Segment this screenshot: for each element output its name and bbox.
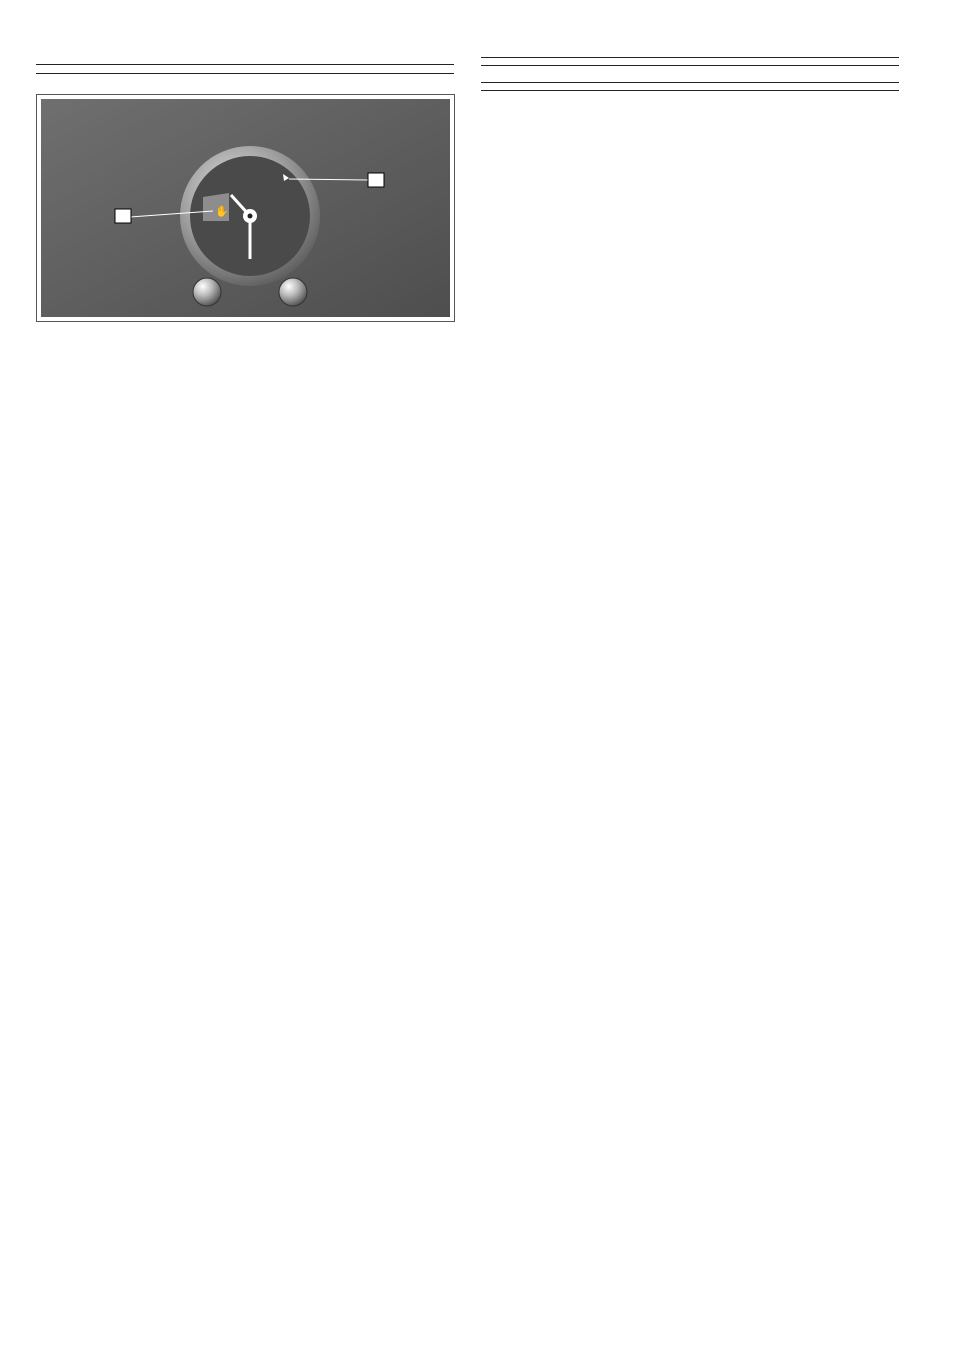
col-purpose-header: [245, 65, 454, 74]
col-value-header: [690, 83, 899, 91]
clock-panel-figure: [36, 94, 455, 322]
left-knob[interactable]: [193, 278, 221, 306]
col-mark-header: [36, 65, 245, 74]
hand-icon: ✋: [215, 205, 229, 218]
clock-controls-table: [481, 57, 899, 66]
col-mark-header-2: [481, 83, 690, 91]
selector-table: [36, 64, 454, 74]
callout-d-box: [368, 173, 384, 187]
right-knob[interactable]: [279, 278, 307, 306]
right-column: [481, 57, 899, 109]
callout-c-box: [115, 209, 131, 223]
temperature-table: [481, 82, 899, 91]
col-purpose-header-2: [605, 58, 899, 66]
clock-illustration: [37, 95, 454, 321]
left-column: [36, 48, 454, 322]
